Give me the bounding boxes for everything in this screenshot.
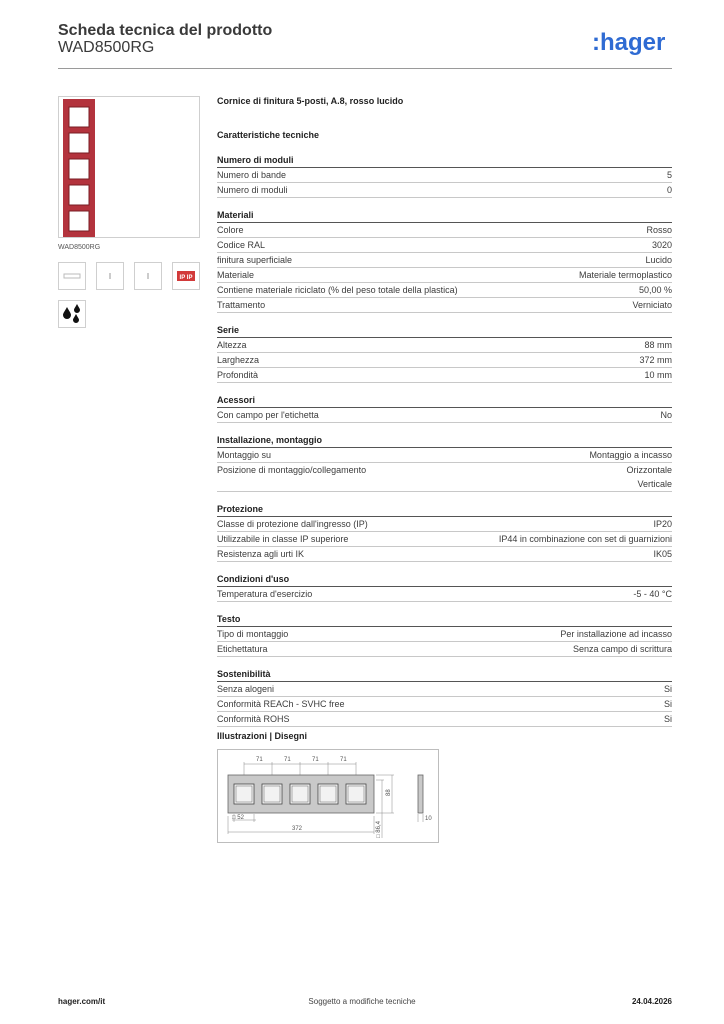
- illustrations-title: Illustrazioni | Disegni: [217, 731, 308, 741]
- spec-label: Altezza: [217, 340, 247, 350]
- spec-value: IP20: [653, 519, 672, 529]
- opening-dim-label: □ 52: [232, 815, 244, 821]
- spec-value: Verniciato: [632, 300, 672, 310]
- spec-value: Si: [663, 714, 672, 724]
- frame-illustration: [59, 97, 201, 239]
- spec-row: [217, 408, 672, 423]
- spec-value: -5 - 40 °C: [633, 589, 672, 599]
- frame-opening: [318, 784, 338, 804]
- svg-text:IP IP: IP IP: [179, 275, 193, 281]
- spec-row: [217, 517, 672, 532]
- ip-badge-icon[interactable]: [172, 262, 200, 290]
- spec-row: [217, 627, 672, 642]
- tech-heading: Caratteristiche tecniche: [217, 130, 320, 140]
- frame-opening: [262, 784, 282, 804]
- dimension-drawing: [217, 749, 439, 843]
- spec-value: Lucido: [645, 255, 672, 265]
- spec-value: 3020: [651, 240, 672, 250]
- thumbnail-side-view[interactable]: [134, 262, 162, 290]
- page-title: Scheda tecnica del prodotto: [58, 22, 273, 39]
- spec-row: [217, 642, 672, 657]
- spec-label: Montaggio su: [217, 450, 272, 460]
- pitch-dim-label: 71: [340, 757, 347, 763]
- section-title: Acessori: [217, 393, 672, 408]
- spec-value: 372 mm: [639, 355, 672, 365]
- spec-row: [217, 682, 672, 697]
- frame-opening: [69, 133, 89, 153]
- spec-value: 0: [666, 185, 672, 195]
- spec-section: [217, 393, 672, 423]
- footer-website[interactable]: hager.com/it: [58, 997, 106, 1006]
- section-title: Installazione, montaggio: [217, 433, 672, 448]
- spec-section: [217, 502, 672, 562]
- product-image: [58, 96, 200, 238]
- spec-value: IP44 in combinazione con set di guarnizioni: [498, 534, 672, 544]
- spec-label: Numero di bande: [217, 170, 287, 180]
- cutout-dim-label: □ 86,4: [376, 821, 382, 838]
- product-code: WAD8500RG: [58, 39, 155, 56]
- pitch-dim-label: 71: [284, 757, 291, 763]
- spec-row: [217, 697, 672, 712]
- logo-text: :hager: [592, 29, 666, 56]
- thumbnail-mounting-vertical[interactable]: [96, 262, 124, 290]
- spec-label: Etichettatura: [217, 644, 268, 654]
- spec-row: [217, 238, 672, 253]
- frame-opening: [69, 107, 89, 127]
- spec-value: Per installazione ad incasso: [560, 629, 672, 639]
- water-drops-icon[interactable]: [58, 300, 86, 328]
- spec-label: finitura superficiale: [217, 255, 293, 265]
- section-title: Sostenibilità: [217, 667, 672, 682]
- section-title: Serie: [217, 323, 672, 338]
- spec-label: Trattamento: [217, 300, 266, 310]
- frame-opening: [346, 784, 366, 804]
- spec-row: [217, 298, 672, 313]
- spec-label: Codice RAL: [217, 240, 266, 250]
- header-divider: [58, 68, 672, 69]
- frame-opening: [69, 185, 89, 205]
- spec-section: [217, 667, 672, 727]
- spec-section: [217, 433, 672, 492]
- spec-label: Posizione di montaggio/collegamento: [217, 465, 367, 475]
- frame-opening: [290, 784, 310, 804]
- spec-label: Conformità REACh - SVHC free: [217, 699, 345, 709]
- pitch-dim-label: 71: [312, 757, 319, 763]
- product-description: Cornice di finitura 5-posti, A.8, rosso lucido: [217, 96, 404, 106]
- spec-row: [217, 253, 672, 268]
- spec-label: Numero di moduli: [217, 185, 288, 195]
- spec-row: [217, 338, 672, 353]
- spec-row: [217, 183, 672, 198]
- spec-section: [217, 208, 672, 313]
- spec-value: Materiale termoplastico: [578, 270, 672, 280]
- thumbnail-mounting-horizontal[interactable]: [58, 262, 86, 290]
- spec-section: [217, 612, 672, 657]
- spec-value: Senza campo di scrittura: [572, 644, 672, 654]
- spec-row: [217, 223, 672, 238]
- spec-row: [217, 463, 672, 492]
- spec-section: [217, 323, 672, 383]
- hager-logo: [592, 28, 672, 56]
- spec-label: Contiene materiale riciclato (% del peso totale della plastica): [217, 285, 458, 295]
- footer-date: 24.04.2026: [631, 997, 672, 1006]
- spec-label: Senza alogeni: [217, 684, 275, 694]
- section-title: Numero di moduli: [217, 153, 672, 168]
- spec-value: Rosso: [646, 225, 672, 235]
- spec-value: Orizzontale Verticale: [626, 465, 672, 489]
- spec-value: 50,00 %: [638, 285, 672, 295]
- spec-section: [217, 153, 672, 198]
- spec-section: [217, 572, 672, 602]
- spec-value: 10 mm: [644, 370, 672, 380]
- spec-row: [217, 353, 672, 368]
- depth-dim-label: 10: [425, 816, 432, 822]
- spec-sections: [217, 153, 672, 727]
- spec-label: Profondità: [217, 370, 259, 380]
- spec-label: Classe di protezione dall'ingresso (IP): [217, 519, 368, 529]
- spec-label: Colore: [217, 225, 244, 235]
- spec-row: [217, 168, 672, 183]
- spec-row: [217, 368, 672, 383]
- spec-label: Utilizzabile in classe IP superiore: [217, 534, 349, 544]
- section-title: Materiali: [217, 208, 672, 223]
- spec-value: Montaggio a incasso: [589, 450, 672, 460]
- spec-value: No: [660, 410, 672, 420]
- spec-value: Si: [663, 699, 672, 709]
- pitch-dim-label: 71: [256, 757, 263, 763]
- spec-value: 88 mm: [644, 340, 672, 350]
- footer-note: Soggetto a modifiche tecniche: [308, 997, 416, 1006]
- section-title: Testo: [217, 612, 672, 627]
- spec-row: [217, 448, 672, 463]
- spec-row: [217, 268, 672, 283]
- image-caption: WAD8500RG: [58, 244, 101, 251]
- spec-value: IK05: [653, 549, 672, 559]
- width-dim-label: 372: [292, 826, 303, 832]
- frame-side-view: [418, 775, 423, 813]
- spec-value: Si: [663, 684, 672, 694]
- spec-row: [217, 547, 672, 562]
- spec-content: [217, 94, 672, 737]
- frame-opening: [69, 159, 89, 179]
- frame-opening: [69, 211, 89, 231]
- section-title: Protezione: [217, 502, 672, 517]
- spec-row: [217, 712, 672, 727]
- spec-label: Larghezza: [217, 355, 260, 365]
- spec-label: Conformità ROHS: [217, 714, 290, 724]
- spec-label: Con campo per l'etichetta: [217, 410, 319, 420]
- frame-opening: [234, 784, 254, 804]
- section-title: Condizioni d'uso: [217, 572, 672, 587]
- spec-label: Tipo di montaggio: [217, 629, 289, 639]
- spec-label: Resistenza agli urti IK: [217, 549, 305, 559]
- spec-row: [217, 532, 672, 547]
- spec-value: 5: [666, 170, 672, 180]
- height-dim-label: 88: [386, 789, 392, 796]
- spec-row: [217, 587, 672, 602]
- spec-label: Temperatura d'esercizio: [217, 589, 313, 599]
- spec-row: [217, 283, 672, 298]
- spec-label: Materiale: [217, 270, 255, 280]
